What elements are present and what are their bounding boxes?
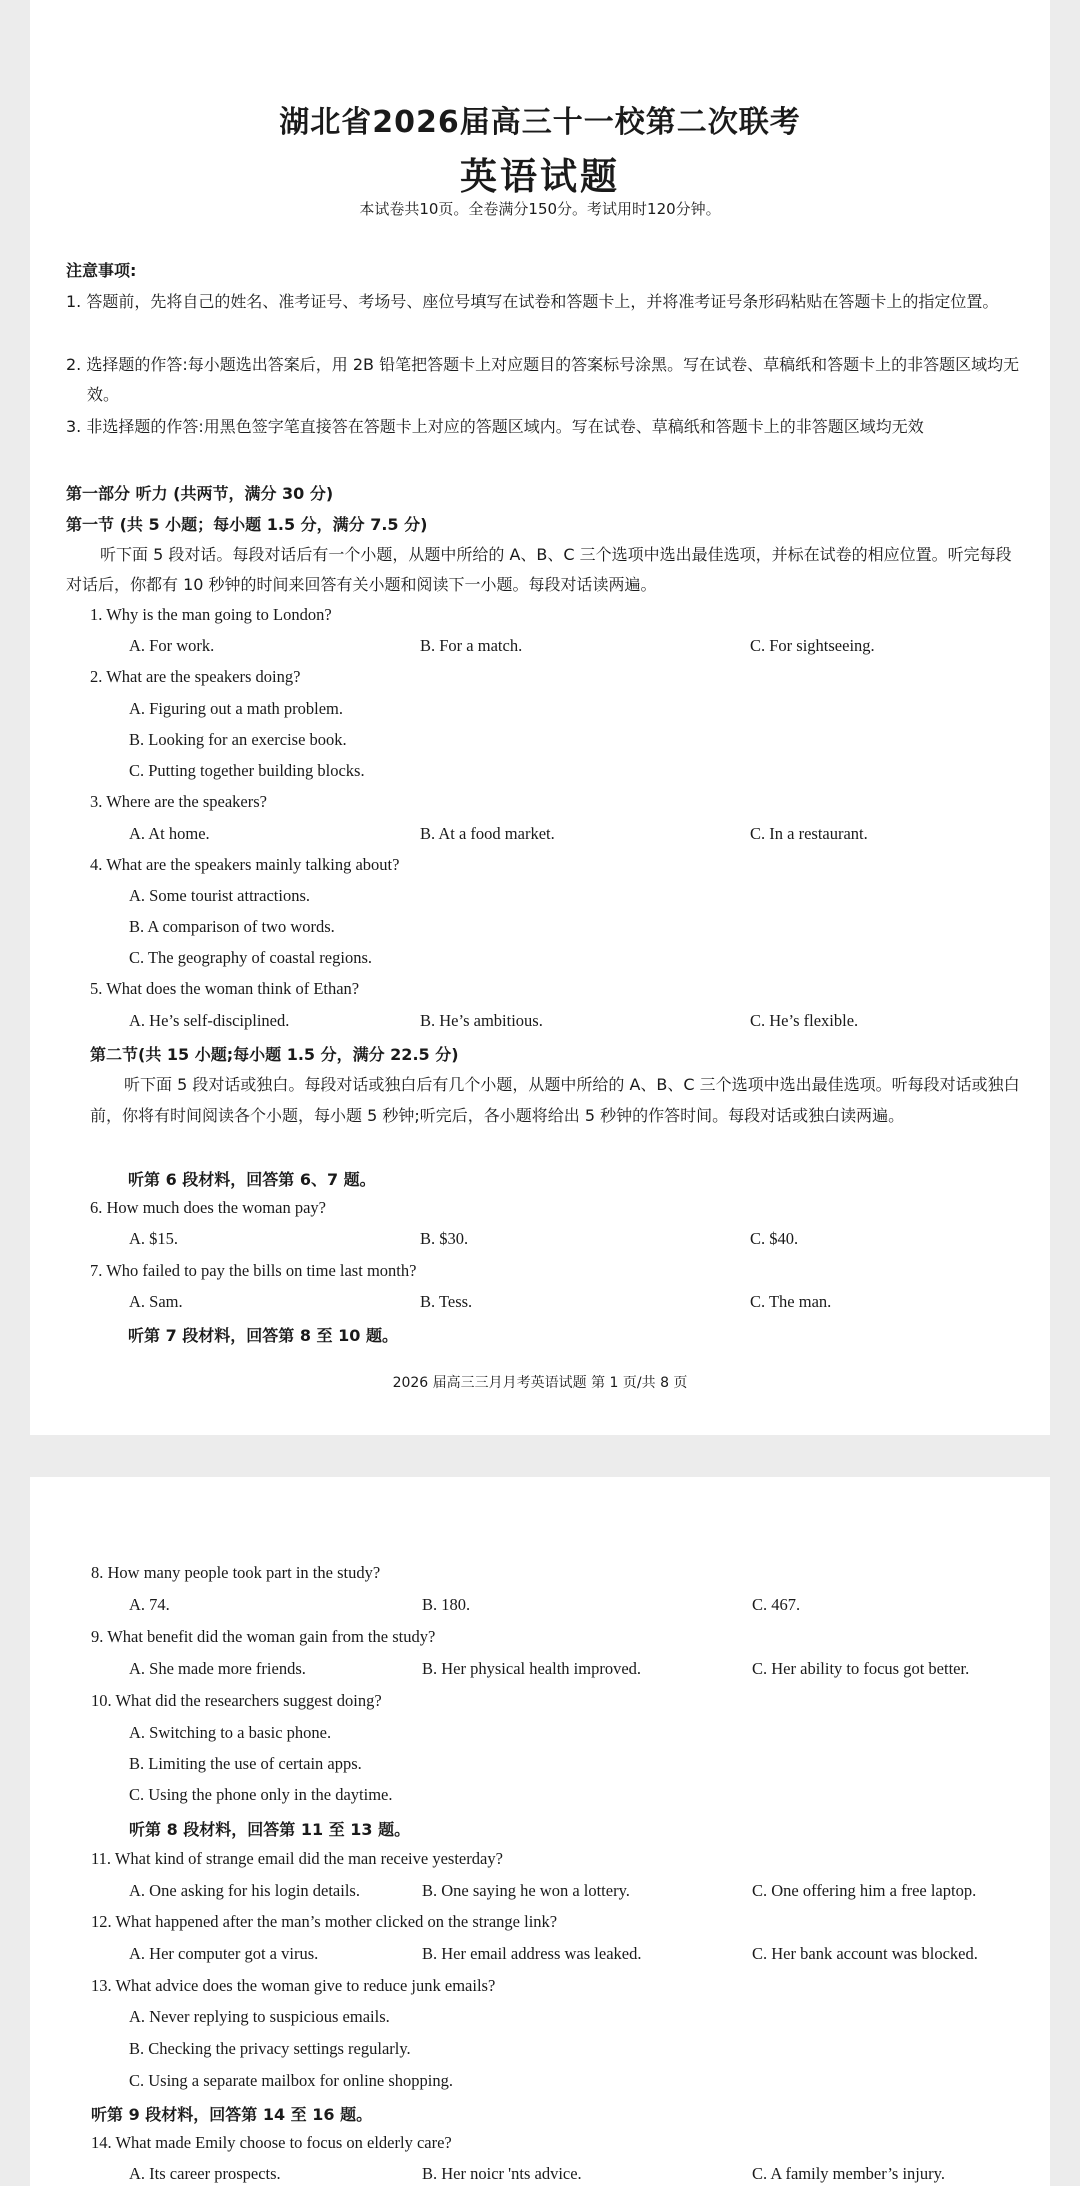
question-8-option-c[interactable]: C. 467. — [752, 1595, 801, 1614]
material-7-label: 听第 7 段材料，回答第 8 至 10 题。 — [128, 1326, 398, 1345]
notice-item-3: 3. 非选择题的作答:用黑色签字笔直接答在答题卡上对应的答题区域内。写在试卷、草稿纸和答题卡上的非答题区域均无效 — [66, 417, 924, 436]
question-7-option-a[interactable]: A. Sam. — [129, 1292, 183, 1311]
question-12-option-c[interactable]: C. Her bank account was blocked. — [752, 1944, 978, 1963]
question-9-option-b[interactable]: B. Her physical health improved. — [422, 1659, 642, 1678]
exam-page-2 — [30, 1477, 1050, 2186]
question-2-option-c[interactable]: C. Putting together building blocks. — [129, 761, 365, 780]
question-3-option-a[interactable]: A. At home. — [129, 824, 210, 843]
question-9-stem: 9. What benefit did the woman gain from the study? — [91, 1627, 436, 1646]
section1-instructions: 听下面 5 段对话。每段对话后有一个小题，从题中所给的 A、B、C 三个选项中选出最佳选项，并标在试卷的相应位置。听完每段对话后，你都有 10 秒钟的时间来回答有关小题和阅读下一小题。每段对话读两遍。 — [66, 545, 1012, 594]
question-2-option-b[interactable]: B. Looking for an exercise book. — [129, 730, 347, 749]
question-5-option-a[interactable]: A. He’s self-disciplined. — [129, 1011, 290, 1030]
question-11-option-b[interactable]: B. One saying he won a lottery. — [422, 1881, 630, 1900]
question-13-option-b[interactable]: B. Checking the privacy settings regularly. — [129, 2039, 411, 2058]
section1-heading: 第一节 (共 5 小题；每小题 1.5 分，满分 7.5 分) — [66, 515, 428, 534]
question-6-option-a[interactable]: A. $15. — [129, 1229, 179, 1248]
question-11-option-a[interactable]: A. One asking for his login details. — [129, 1881, 360, 1900]
question-4-option-b[interactable]: B. A comparison of two words. — [129, 917, 335, 936]
question-1-option-a[interactable]: A. For work. — [129, 636, 215, 655]
question-4-stem: 4. What are the speakers mainly talking about? — [90, 855, 400, 874]
question-1-option-c[interactable]: C. For sightseeing. — [750, 636, 875, 655]
question-5-stem: 5. What does the woman think of Ethan? — [90, 979, 360, 998]
question-4-option-a[interactable]: A. Some tourist attractions. — [129, 886, 311, 905]
page-footer: 2026 届高三三月月考英语试题 第 1 页/共 8 页 — [392, 1375, 688, 1391]
question-14-option-a[interactable]: A. Its career prospects. — [129, 2164, 281, 2183]
question-3-stem: 3. Where are the speakers? — [90, 792, 267, 811]
question-12-option-b[interactable]: B. Her email address was leaked. — [422, 1944, 642, 1963]
material-6-label: 听第 6 段材料，回答第 6、7 题。 — [128, 1170, 376, 1189]
section2-instructions: 听下面 5 段对话或独白。每段对话或独白后有几个小题，从题中所给的 A、B、C 三个选项中选出最佳选项。听每段对话或独白前，你将有时间阅读各个小题，每小题 5 秒钟;听完后，各小题将给出 5 秒钟的作答时间。每段对话或独白读两遍。 — [90, 1075, 1020, 1125]
question-2-stem: 2. What are the speakers doing? — [90, 667, 301, 686]
material-8-label: 听第 8 段材料，回答第 11 至 13 题。 — [129, 1820, 411, 1839]
question-10-option-a[interactable]: A. Switching to a basic phone. — [129, 1723, 332, 1742]
question-4-option-c[interactable]: C. The geography of coastal regions. — [129, 948, 373, 967]
question-11-stem: 11. What kind of strange email did the man receive yesterday? — [91, 1849, 503, 1868]
notice-item-1: 1. 答题前，先将自己的姓名、准考证号、考场号、座位号填写在试卷和答题卡上，并将准考证号条形码粘贴在答题卡上的指定位置。 — [66, 292, 999, 311]
question-13-option-c[interactable]: C. Using a separate mailbox for online shopping. — [129, 2071, 453, 2090]
question-12-stem: 12. What happened after the man’s mother clicked on the strange link? — [91, 1912, 558, 1931]
question-7-option-c[interactable]: C. The man. — [750, 1292, 832, 1311]
question-1-option-b[interactable]: B. For a match. — [420, 636, 523, 655]
question-6-stem: 6. How much does the woman pay? — [90, 1198, 326, 1217]
question-13-option-a[interactable]: A. Never replying to suspicious emails. — [129, 2007, 390, 2026]
question-8-option-b[interactable]: B. 180. — [422, 1595, 471, 1614]
question-10-stem: 10. What did the researchers suggest doing? — [91, 1691, 382, 1710]
exam-title: 湖北省2026届高三十一校第二次联考 — [279, 105, 801, 140]
question-1-stem: 1. Why is the man going to London? — [90, 605, 332, 624]
material-9-label: 听第 9 段材料，回答第 14 至 16 题。 — [91, 2105, 373, 2124]
question-5-option-c[interactable]: C. He’s flexible. — [750, 1011, 859, 1030]
question-6-option-c[interactable]: C. $40. — [750, 1229, 799, 1248]
question-9-option-a[interactable]: A. She made more friends. — [129, 1659, 306, 1678]
question-12-option-a[interactable]: A. Her computer got a virus. — [129, 1944, 319, 1963]
question-9-option-c[interactable]: C. Her ability to focus got better. — [752, 1659, 970, 1678]
notice-item-2: 2. 选择题的作答:每小题选出答案后，用 2B 铅笔把答题卡上对应题目的答案标号涂黑。写在试卷、草稿纸和答题卡上的非答题区域均无效。 — [66, 355, 1020, 404]
question-14-option-c[interactable]: C. A family member’s injury. — [752, 2164, 945, 2183]
question-14-stem: 14. What made Emily choose to focus on elderly care? — [91, 2133, 452, 2152]
question-10-option-b[interactable]: B. Limiting the use of certain apps. — [129, 1754, 362, 1773]
question-13-stem: 13. What advice does the woman give to reduce junk emails? — [91, 1976, 496, 1995]
exam-subject: 英语试题 — [460, 155, 620, 198]
part1-heading: 第一部分 听力 (共两节，满分 30 分) — [66, 484, 334, 503]
exam-info: 本试卷共10页。全卷满分150分。考试用时120分钟。 — [359, 200, 721, 218]
question-10-option-c[interactable]: C. Using the phone only in the daytime. — [129, 1785, 393, 1804]
question-11-option-c[interactable]: C. One offering him a free laptop. — [752, 1881, 977, 1900]
question-7-stem: 7. Who failed to pay the bills on time last month? — [90, 1261, 417, 1280]
exam-page-1 — [30, 0, 1050, 1435]
question-7-option-b[interactable]: B. Tess. — [420, 1292, 473, 1311]
question-3-option-c[interactable]: C. In a restaurant. — [750, 824, 868, 843]
section2-heading: 第二节(共 15 小题;每小题 1.5 分，满分 22.5 分) — [90, 1045, 459, 1064]
question-5-option-b[interactable]: B. He’s ambitious. — [420, 1011, 543, 1030]
question-8-option-a[interactable]: A. 74. — [129, 1595, 170, 1614]
question-6-option-b[interactable]: B. $30. — [420, 1229, 469, 1248]
question-8-stem: 8. How many people took part in the study? — [91, 1563, 381, 1582]
question-14-option-b[interactable]: B. Her noicr 'nts advice. — [422, 2164, 582, 2183]
question-3-option-b[interactable]: B. At a food market. — [420, 824, 555, 843]
question-2-option-a[interactable]: A. Figuring out a math problem. — [129, 699, 344, 718]
notice-heading: 注意事项: — [66, 261, 137, 280]
